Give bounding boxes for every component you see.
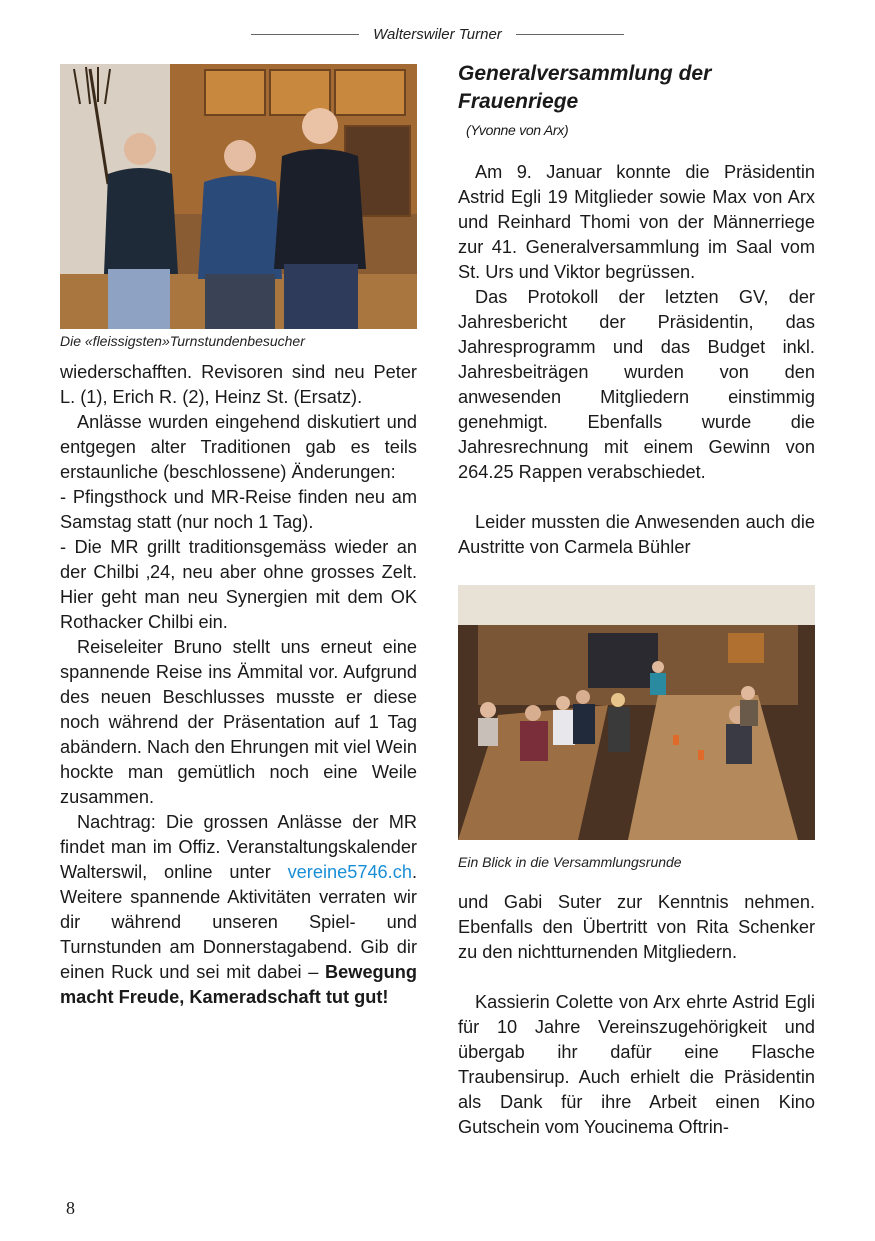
header-rule-left — [251, 34, 359, 35]
photo-assembly-room — [458, 585, 815, 840]
header-title: Walterswiler Turner — [373, 25, 502, 43]
page-number: 8 — [66, 1198, 75, 1218]
paragraph: Leider mussten die Anwesenden auch die Austritte von Carmela Bühler — [458, 512, 815, 557]
right-article-text-top — [458, 160, 815, 560]
left-column — [60, 64, 417, 1010]
paragraph: Kassierin Colette von Arx ehrte Astrid Egli für 10 Jahre Vereinszugehörigkeit und übergab ihr dafür eine Flasche Traubensirup. Auch erhielt die Präsidentin als Dank für ihre Arbeit einen Kino Gutschein vom Youcinema Oftrin- — [458, 992, 815, 1137]
paragraph-nachtrag — [60, 810, 417, 1010]
right-column — [458, 60, 815, 1140]
right-article-text-bottom — [458, 890, 815, 1140]
website-link[interactable]: vereine5746.ch — [287, 862, 412, 882]
left-article-text — [60, 360, 417, 1010]
photo-caption-left: Die «fleissigsten»Turnstundenbesucher — [60, 333, 305, 349]
article-title: Generalversammlung der Frauenriege — [458, 62, 712, 113]
paragraph: Am 9. Januar konnte die Präsidentin Astrid Egli 19 Mitglieder sowie Max von Arx und Reinhard Thomi von der Männerriege zur 41. Generalversammlung im Saal vom St. Urs und Viktor begrüssen. — [458, 162, 815, 282]
paragraph: und Gabi Suter zur Kenntnis nehmen. Ebenfalls den Übertritt von Rita Schenker zu den nichtturnenden Mitgliedern. — [458, 892, 815, 962]
text-span: Nachtrag: Die grossen Anlässe der MR findet man im Offiz. Veranstaltungskalender Walterswil, online unter — [60, 812, 417, 882]
article-byline: (Yvonne von Arx) — [466, 122, 569, 138]
paragraph: Reiseleiter Bruno stellt uns erneut eine spannende Reise ins Ämmital vor. Aufgrund des neuen Beschlusses musste er diese noch während der Präsentation auf 1 Tag abändern. Nach den Ehrungen mit viel Wein hockte man gemütlich noch eine Weile zusammen. — [60, 637, 417, 807]
closing-slogan: Bewegung macht Freude, Kameradschaft tut gut! — [60, 962, 417, 1007]
running-header — [0, 22, 875, 46]
paragraph: - Pfingsthock und MR-Reise finden neu am Samstag statt (nur noch 1 Tag). — [60, 487, 417, 532]
paragraph: - Die MR grillt traditionsgemäss wieder an der Chilbi ‚24, neu aber ohne grosses Zelt. Hier geht man neu Synergien mit dem OK Rothacker Chilbi ein. — [60, 537, 417, 632]
paragraph: Das Protokoll der letzten GV, der Jahresbericht der Präsidentin, das Jahresprogramm und das Budget inkl. Jahresbeiträgen wurden von den anwesenden Mitgliedern einstimmig genehmigt. Ebenfalls wurde die Jahresrechnung mit einem Gewinn von 264.25 Rappen verabschiedet. — [458, 287, 815, 482]
photo-three-men — [60, 64, 417, 329]
text-span: . Weitere spannende Aktivitäten verraten wir dir während unseren Spiel- und Turnstunden am Donnerstagabend. Gib dir einen Ruck und sei mit dabei – — [60, 862, 417, 982]
paragraph: Anlässe wurden eingehend diskutiert und entgegen alter Traditionen gab es teils erstaunliche (beschlossene) Änderungen: — [60, 412, 417, 482]
paragraph: wiederschafften. Revisoren sind neu Peter L. (1), Erich R. (2), Heinz St. (Ersatz). — [60, 362, 417, 407]
header-rule-right — [516, 34, 624, 35]
photo-caption-right: Ein Blick in die Versammlungsrunde — [458, 854, 682, 870]
